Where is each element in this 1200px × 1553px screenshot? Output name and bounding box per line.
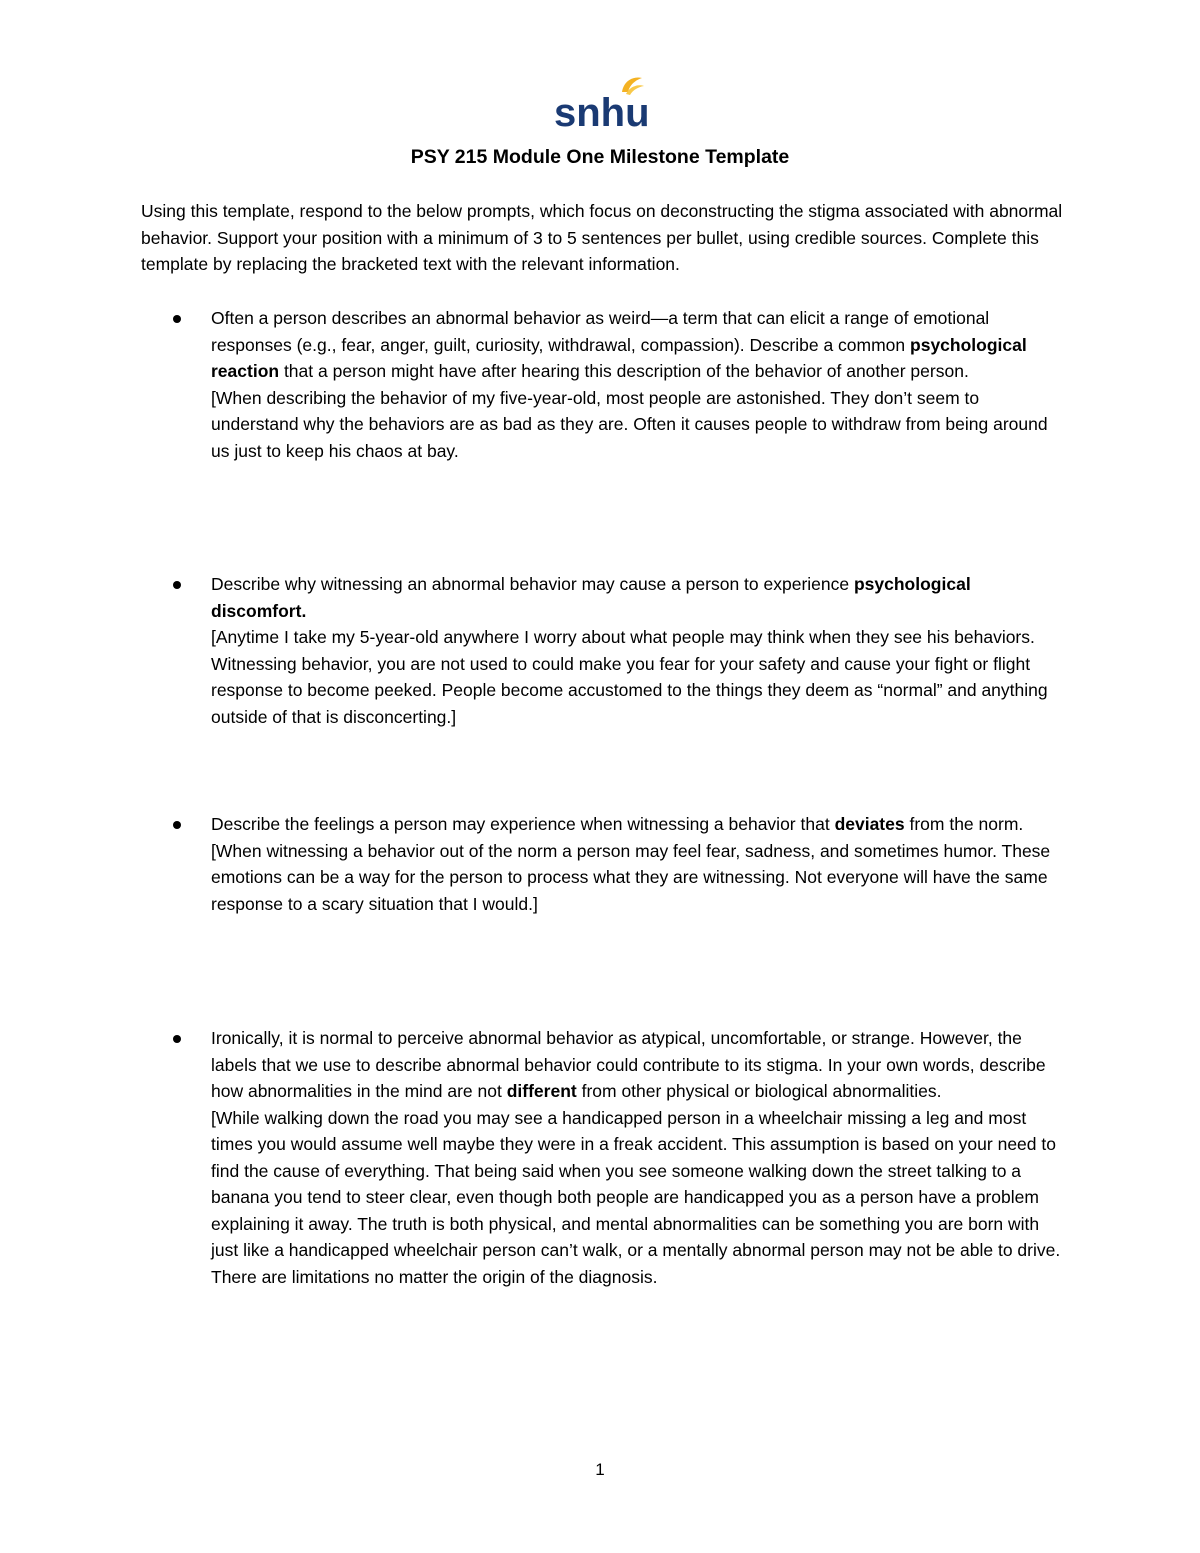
page-number: 1 [595, 1460, 605, 1479]
bullet-prompt: Describe why witnessing an abnormal behavior may cause a person to experience psychological discomfort. [211, 574, 971, 621]
bullet-answer: [When witnessing a behavior out of the norm a person may feel fear, sadness, and sometimes humor. These emotions can be a way for the person to process what they are witnessing. Not everyone will have the same response to a scary situation that I would.] [211, 840, 1051, 914]
bullet-dot-icon [173, 315, 181, 323]
bullet-prompt-emphasis: deviates [834, 814, 905, 834]
bullet-dot-icon [173, 821, 181, 829]
bullet-prompt: Ironically, it is normal to perceive abnormal behavior as atypical, uncomfortable, or strange. However, the labels that we use to describe abnormal behavior could contribute to its stigma. In your own words, describe how abnormalities in the mind are not different from other physical or biological abnormalities. [211, 1028, 1046, 1101]
bullet-dot-icon [173, 1035, 181, 1043]
bullet-dot-icon [173, 581, 181, 589]
bullet-prompt-emphasis: psychological discomfort [211, 574, 971, 621]
snhu-logo [550, 74, 650, 134]
logo-wordmark: snhu [554, 91, 650, 134]
bullet-answer: [Anytime I take my 5-year-old anywhere I worry about what people may think when they see his behaviors. Witnessing behavior, you are not used to could make you fear for your safety and cause your fight or flight response to become peeked. People become accustomed to the things they deem as “normal” and anything outside of that is disconcerting.] [211, 627, 1048, 727]
page-title: PSY 215 Module One Milestone Template [410, 146, 790, 168]
bullet-answer: [While walking down the road you may see a handicapped person in a wheelchair missing a leg and most times you would assume well maybe they were in a freak accident. This assumption is based on your need to find the cause of everything. That being said when you see someone walking down the street talking to a banana you tend to steer clear, even though both people are handicapped you as a person have a problem explaining it away. The truth is both physical, and mental abnormalities can be something you are born with just like a handicapped wheelchair person can’t walk, or a mentally abnormal person may not be able to drive. There are limitations no matter the origin of the diagnosis. [211, 1107, 1061, 1287]
bullet-prompt: Often a person describes an abnormal behavior as weird—a term that can elicit a range of emotional responses (e.g., fear, anger, guilt, curiosity, withdrawal, compassion). Describe a common psychological reaction that a person might have after hearing this description of the behavior of another person. [211, 308, 1027, 381]
bullet-answer: [When describing the behavior of my five-year-old, most people are astonished. They don’t seem to understand why the behaviors are as bad as they are. Often it causes people to withdraw from being around us just to keep his chaos at bay. [211, 387, 1048, 461]
bullet-prompt-emphasis: psychological reaction [211, 334, 1027, 381]
bullet-prompt: Describe the feelings a person may experience when witnessing a behavior that deviates from the norm. [211, 814, 1024, 834]
bullet-prompt-emphasis: different [506, 1081, 577, 1101]
intro-paragraph: Using this template, respond to the below prompts, which focus on deconstructing the stigma associated with abnormal behavior. Support your position with a minimum of 3 to 5 sentences per bullet, using credible sources. Complete this template by replacing the bracketed text with the relevant information. [141, 201, 1063, 274]
